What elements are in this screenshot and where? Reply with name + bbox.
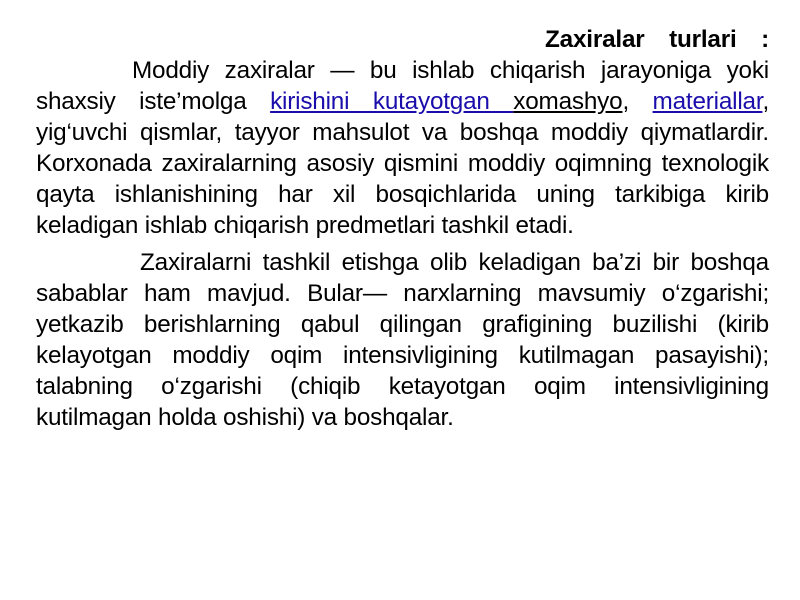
underlined-word-xomashyo: xomashyo [513, 88, 623, 115]
paragraph-definition [36, 55, 769, 241]
link-kirishini-kutayotgan[interactable]: kirishini kutayotgan [270, 88, 514, 115]
comma-separator: , [622, 88, 653, 115]
slide-title: Zaxiralar turlari : [545, 26, 769, 53]
paragraph-reasons: Zaxiralarni tashkil etishga olib keladigan ba’zi bir boshqa sabablar ham mavjud. Bular— narxlarning mavsumiy o‘zgarishi; yetkazib berishlarning qabul qilingan grafigining buzilishi (kirib kelayotgan moddiy oqim intensivligining kutilmagan pasayishi); talabning o‘zgarishi (chiqib ketayotgan oqim intensivligining kutilmagan holda oshishi) va boshqalar. [36, 249, 769, 431]
link-materiallar[interactable]: materiallar [652, 88, 763, 115]
paragraph-definition-text-before: Moddiy zaxiralar — bu ishlab chiqarish jarayoniga yoki shaxsiy iste’molga [36, 57, 769, 115]
slide-content [36, 24, 769, 433]
paragraph-definition-text-after: , yig‘uvchi qismlar, tayyor mahsulot va boshqa moddiy qiymatlardir. Korxonada zaxiralarning asosiy qismini moddiy oqimning texnologik qayta ishlanishining har xil bosqichlarida uning tarkibiga kirib keladigan ishlab chiqarish predmetlari tashkil etadi. [36, 88, 769, 239]
